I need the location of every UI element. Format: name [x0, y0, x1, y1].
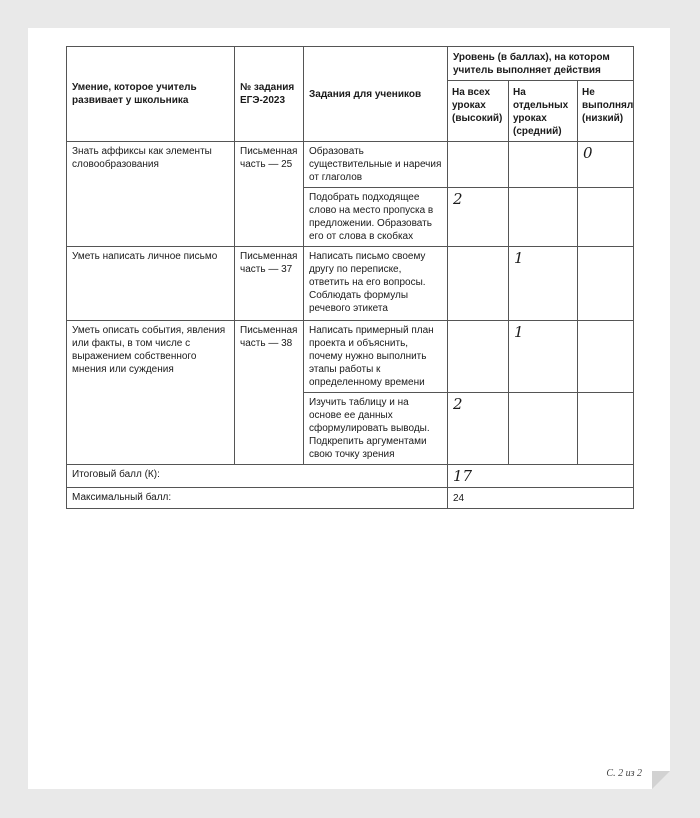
task-cell: Образовать существительные и наречия от глаголов: [304, 142, 448, 188]
score-low: [578, 247, 634, 321]
header-high: На всех уроках (высокий): [448, 81, 509, 142]
score-medium: [509, 188, 578, 247]
score-high: [448, 321, 509, 393]
page-fold-corner: [652, 771, 670, 789]
score-medium: 1: [509, 247, 578, 321]
score-low: [578, 188, 634, 247]
score-high: [448, 247, 509, 321]
task-cell: Написать примерный план проекта и объяснить, почему нужно выполнить этапы работы к определенному времени: [304, 321, 448, 393]
total-row: [67, 465, 634, 488]
header-skill: Умение, которое учитель развивает у школьника: [67, 47, 235, 142]
score-medium: 1: [509, 321, 578, 393]
score-low: [578, 393, 634, 465]
score-high: 2: [448, 188, 509, 247]
score-low: [578, 321, 634, 393]
task-cell: Написать письмо своему другу по переписке, ответить на его вопросы. Соблюдать формулы речевого этикета: [304, 247, 448, 321]
skill-cell: Знать аффиксы как элементы словообразования: [67, 142, 235, 247]
skill-cell: Уметь описать события, явления или факты, в том числе с выражением собственного мнения или суждения: [67, 321, 235, 465]
task-number-cell: Письменная часть — 25: [235, 142, 304, 247]
page-number: С. 2 из 2: [606, 768, 642, 779]
task-number-cell: Письменная часть — 37: [235, 247, 304, 321]
assessment-table: [66, 46, 634, 509]
table-row: [67, 142, 634, 188]
header-level: Уровень (в баллах), на котором учитель выполняет действия: [448, 47, 634, 81]
header-task-number: № задания ЕГЭ-2023: [235, 47, 304, 142]
max-value: 24: [448, 488, 634, 509]
max-label: Максимальный балл:: [67, 488, 448, 509]
score-low: 0: [578, 142, 634, 188]
score-high: [448, 142, 509, 188]
task-number-cell: Письменная часть — 38: [235, 321, 304, 465]
total-label: Итоговый балл (К):: [67, 465, 448, 488]
max-row: [67, 488, 634, 509]
task-cell: Подобрать подходящее слово на место пропуска в предложении. Образовать его от слова в скобках: [304, 188, 448, 247]
table-row: [67, 321, 634, 393]
header-low: Не выполнял (низкий): [578, 81, 634, 142]
score-high: 2: [448, 393, 509, 465]
total-value: 17: [448, 465, 634, 488]
header-tasks: Задания для учеников: [304, 47, 448, 142]
skill-cell: Уметь написать личное письмо: [67, 247, 235, 321]
header-medium: На отдельных уроках (средний): [509, 81, 578, 142]
score-medium: [509, 142, 578, 188]
score-medium: [509, 393, 578, 465]
task-cell: Изучить таблицу и на основе ее данных сформулировать выводы. Подкрепить аргументами свою точку зрения: [304, 393, 448, 465]
document-page: [28, 28, 670, 789]
table-row: [67, 247, 634, 321]
